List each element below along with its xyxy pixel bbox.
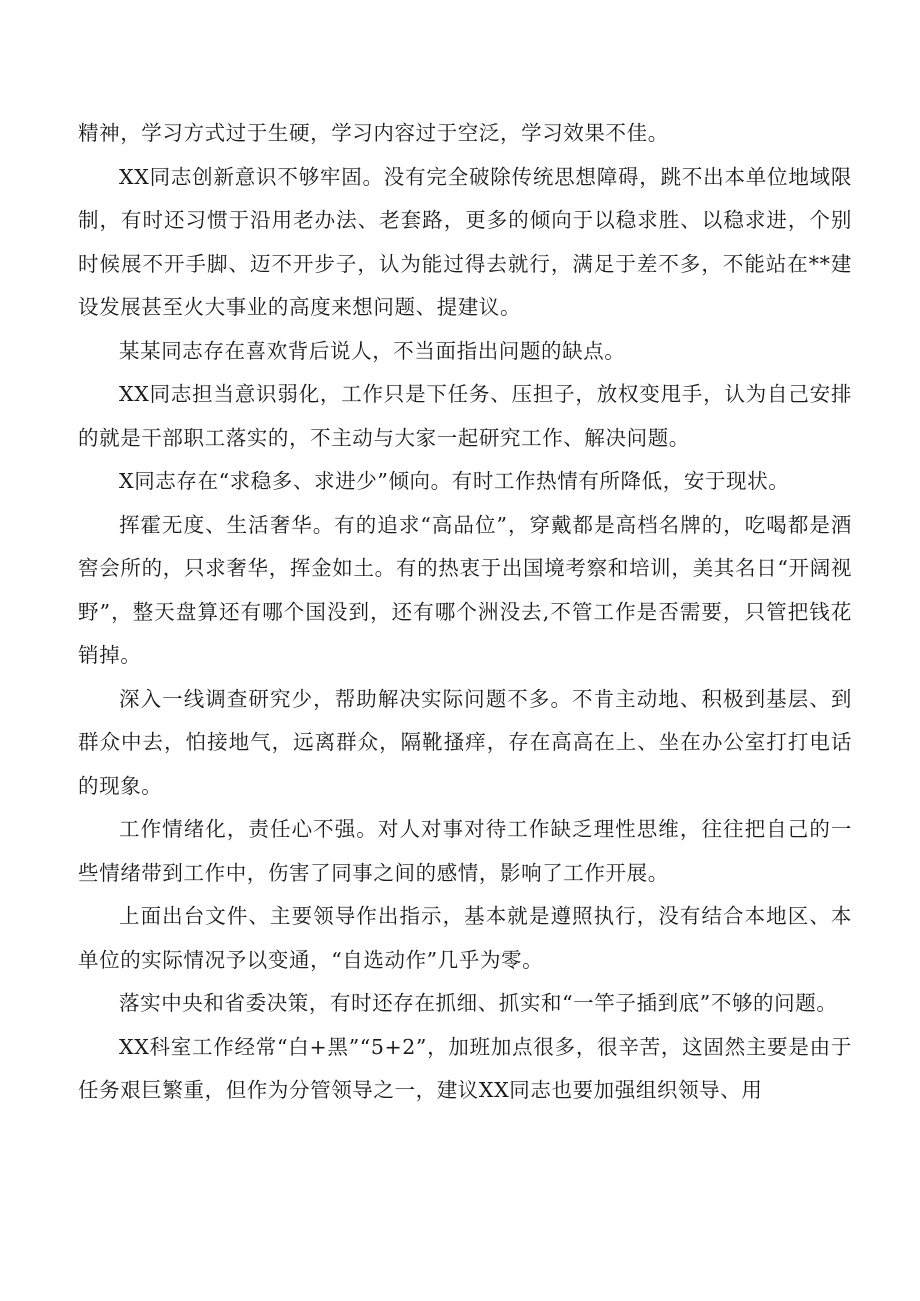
paragraph-1: 精神，学习方式过于生硬，学习内容过于空泛，学习效果不佳。: [78, 121, 669, 145]
document-body: [78, 112, 852, 1113]
paragraph-2: XX同志创新意识不够牢固。没有完全破除传统思想障碍，跳不出本单位地域限制，有时还习惯于沿用老办法、老套路，更多的倾向于以稳求胜、以稳求进，个别时候展不开手脚、迈不开步子，认为能过得去就行，满足于差不多，不能站在**建设发展甚至火大事业的高度来想问题、提建议。: [78, 164, 852, 319]
paragraph-10: 落实中央和省委决策，有时还存在抓细、抓实和“一竿子插到底”不够的问题。: [119, 991, 838, 1015]
paragraph-8: 工作情绪化，责任心不强。对人对事对待工作缺乏理性思维，往往把自己的一些情绪带到工作中，伤害了同事之间的感情，影响了工作开展。: [78, 817, 852, 885]
paragraph-11: XX科室工作经常“白+黑”“5+2”，加班加点很多，很辛苦，这固然主要是由于任务艰巨繁重，但作为分管领导之一，建议XX同志也要加强组织领导、用: [78, 1034, 852, 1102]
paragraph-3: 某某同志存在喜欢背后说人，不当面指出问题的缺点。: [119, 338, 626, 363]
paragraph-7: 深入一线调查研究少，帮助解决实际问题不多。不肯主动地、积极到基层、到群众中去，怕接地气，远离群众，隔靴搔痒，存在高高在上、坐在办公室打打电话的现象。: [78, 686, 852, 798]
paragraph-9: 上面出台文件、主要领导作出指示，基本就是遵照执行，没有结合本地区、本单位的实际情况予以变通，“自选动作”几乎为零。: [78, 904, 852, 972]
paragraph-4: XX同志担当意识弱化，工作只是下任务、压担子，放权变甩手，认为自己安排的就是干部职工落实的，不主动与大家一起研究工作、解决问题。: [78, 382, 852, 450]
paragraph-6: 挥霍无度、生活奢华。有的追求“高品位”，穿戴都是高档名牌的，吃喝都是酒窖会所的，只求奢华，挥金如土。有的热衷于出国境考察和培训，美其名日“开阔视野”，整天盘算还有哪个国没到，还有哪个洲没去,不管工作是否需要，只管把钱花销掉。: [78, 512, 852, 667]
paragraph-5: X同志存在“求稳多、求进少”倾向。有时工作热情有所降低，安于现状。: [119, 469, 790, 493]
